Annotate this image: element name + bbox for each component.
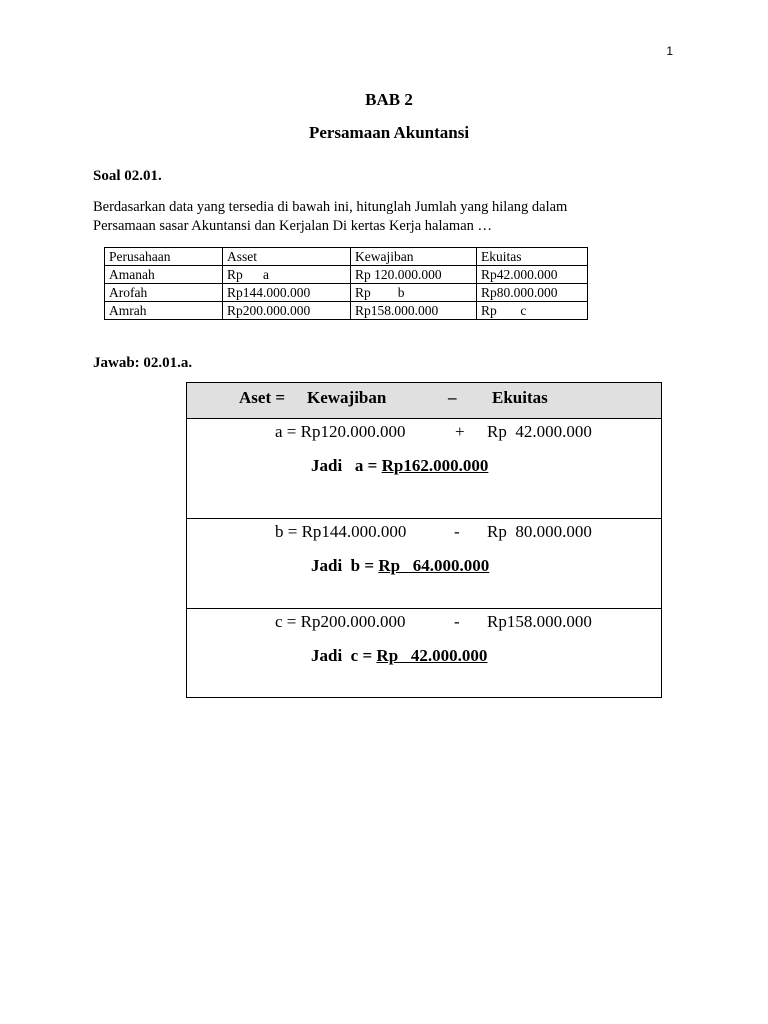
result-label: Jadi b =: [311, 556, 375, 575]
result-label: Jadi c =: [311, 646, 373, 665]
header-cell: Perusahaan: [105, 248, 223, 266]
table-cell: Rp b: [351, 284, 477, 302]
header-aset: Aset =: [239, 388, 286, 407]
company-data-table: [104, 247, 588, 320]
result-label: Jadi a =: [311, 456, 378, 475]
equation-right: Rp 42.000.000: [487, 422, 592, 441]
header-cell: Kewajiban: [351, 248, 477, 266]
equation-header: [187, 383, 661, 419]
result-line: [311, 456, 488, 476]
equation-left: b = Rp144.000.000: [275, 522, 407, 541]
result-line: [311, 556, 489, 576]
equation-left: c = Rp200.000.000: [275, 612, 406, 631]
page-number: 1: [666, 44, 673, 58]
table-cell: Rp144.000.000: [223, 284, 351, 302]
result-value: Rp 64.000.000: [378, 556, 490, 575]
table-cell: Rp a: [223, 266, 351, 284]
result-value: Rp162.000.000: [381, 456, 489, 475]
header-minus: –: [448, 388, 457, 407]
table-cell: Arofah: [105, 284, 223, 302]
equation-operator: -: [454, 522, 460, 541]
header-ekuitas: Ekuitas: [492, 388, 548, 407]
table-cell: Amrah: [105, 302, 223, 320]
table-cell: Rp158.000.000: [351, 302, 477, 320]
equation-operator: +: [455, 422, 465, 441]
question-text: [93, 198, 673, 236]
table-cell: Rp c: [477, 302, 588, 320]
result-value: Rp 42.000.000: [376, 646, 488, 665]
table-cell: Rp42.000.000: [477, 266, 588, 284]
table-cell: Amanah: [105, 266, 223, 284]
table-cell: Rp200.000.000: [223, 302, 351, 320]
answer-label: Jawab: 02.01.a.: [93, 355, 193, 371]
answer-section-a: [187, 419, 661, 519]
question-label: Soal 02.01.: [93, 168, 162, 184]
header-kewajiban: Kewajiban: [307, 388, 387, 407]
table-row: [105, 266, 588, 284]
equation-operator: -: [454, 612, 460, 631]
table-cell: Rp 120.000.000: [351, 266, 477, 284]
chapter-title: BAB 2: [365, 90, 413, 109]
header-cell: Asset: [223, 248, 351, 266]
equation-right: Rp 80.000.000: [487, 522, 592, 541]
table-cell: Rp80.000.000: [477, 284, 588, 302]
header-cell: Ekuitas: [477, 248, 588, 266]
table-row: [105, 302, 588, 320]
table-row: [105, 284, 588, 302]
answer-section-c: [187, 609, 661, 697]
equation-right: Rp158.000.000: [487, 612, 592, 631]
answer-box: [186, 382, 662, 698]
question-line-2: Persamaan sasar Akuntansi dan Kerjalan Di kertas Kerja halaman …: [93, 218, 493, 234]
answer-section-b: [187, 519, 661, 609]
question-line-1: Berdasarkan data yang tersedia di bawah ini, hitunglah Jumlah yang hilang dalam: [93, 199, 568, 215]
chapter-subtitle: Persamaan Akuntansi: [308, 123, 470, 142]
equation-left: a = Rp120.000.000: [275, 422, 406, 441]
table-header-row: [105, 248, 588, 266]
result-line: [311, 646, 487, 666]
